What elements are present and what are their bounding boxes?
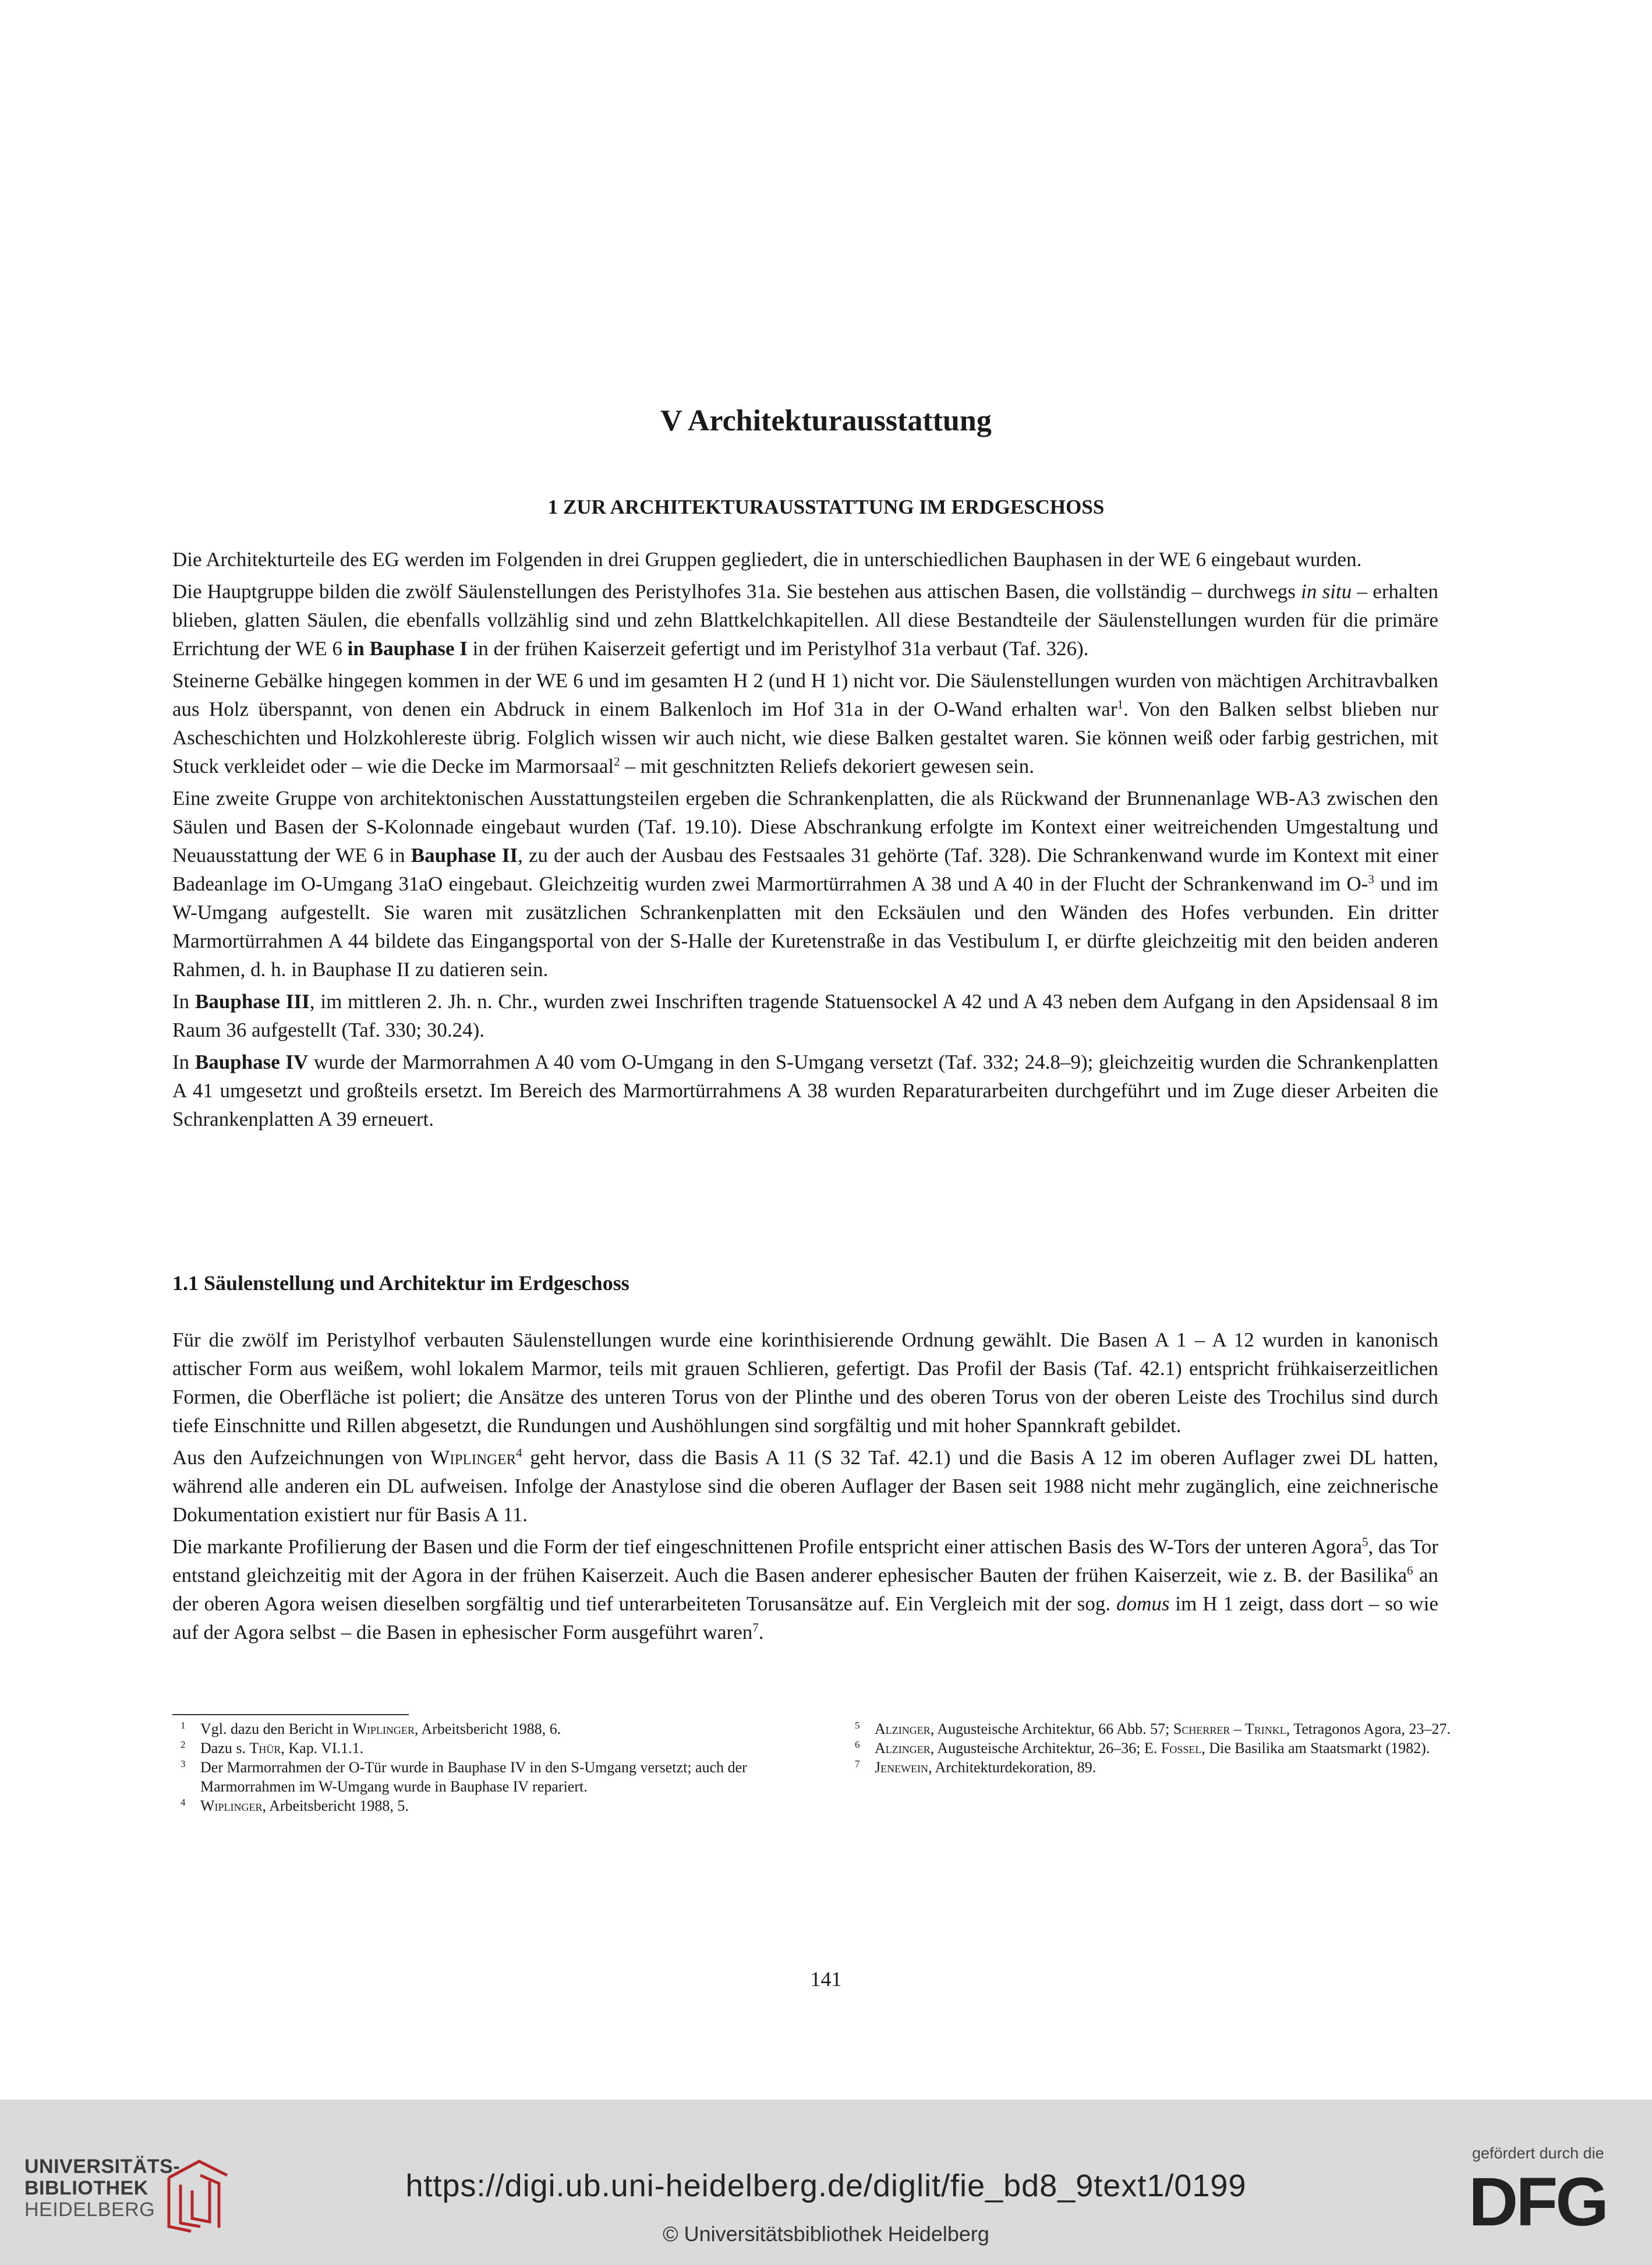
bold-phase: Bauphase II <box>411 844 518 867</box>
paragraph-4: Eine zweite Gruppe von architektonischen Ausstattungsteilen ergeben die Schrankenplatten, die als Rückwand der Brunnenanlage WB-A3 zwischen den Säulen und Basen der S-Kolonnade eingebaut wurden (Taf. 19.10). Diese Abschrankung erfolgte im Kontext einer weitreichenden Umgestaltung und Neuausstattung der WE 6 in Bauphase II, zu der auch der Ausbau des Festsaales 31 gehörte (Taf. 328). Die Schrankenwand wurde im Kontext mit einer Badeanlage im O-Umgang 31aO eingebaut. Gleichzeitig wurden zwei Marmortürrahmen A 38 und A 40 in der Flucht der Schrankenwand im O-$^3$ und im W-Umgang aufgestellt. Sie waren mit zusätzlichen Schrankenplatten mit den Ecksäulen und den Wänden des Hofes verbunden. Ein dritter Marmortürrahmen A 44 bildete das Eingangsportal von der S-Halle der Kuretenstraße in das Vestibulum I, er dürfte gleichzeitig mit den beiden anderen Rahmen, d. h. in Bauphase II zu datieren sein. <box>172 787 1438 981</box>
paragraph-3: Steinerne Gebälke hingegen kommen in der WE 6 und im gesamten H 2 (und H 1) nicht vor. Die Säulenstellungen wurden von mächtigen Architravbalken aus Holz überspannt, von denen ein Abdruck in einem Balkenloch im Hof 31a in der O-Wand erhalten war$^1$. Von den Balken selbst blieben nur Ascheschichten und Holzkohlereste übrig. Folglich wissen wir auch nicht, wie diese Balken gestaltet waren. Sie können weiß oder farbig gestrichen, mit Stuck verkleidet oder – wie die Decke im Marmorsaal$^2$ – mit geschnitzten Reliefs dekoriert gewesen sein. <box>172 669 1439 778</box>
footnote-ref[interactable]: 7 <box>752 1620 759 1635</box>
italic-term: in situ <box>1301 580 1352 603</box>
footnote-number: 2 <box>181 1739 186 1750</box>
footnote-number: 7 <box>855 1758 860 1769</box>
footnote-text: Alzinger, Augusteische Architektur, 26–36; E. Fossel, Die Basilika am Staatsmarkt (1982). <box>875 1740 1430 1757</box>
footnote-ref[interactable]: 1 <box>1117 697 1124 712</box>
body-text-section-1 <box>172 545 1438 1137</box>
footnote-ref[interactable]: 3 <box>1368 872 1374 886</box>
footnote-divider <box>172 1714 409 1715</box>
footnote-5 <box>855 1719 1460 1738</box>
library-name: UNIVERSITÄTS- BIBLIOTHEK HEIDELBERG <box>24 2156 181 2221</box>
chapter-title: V Architekturausstattung <box>660 404 992 437</box>
digitization-footer <box>0 2100 1652 2265</box>
paragraph-7: Für die zwölf im Peristylhof verbauten Säulenstellungen wurde eine korinthisierende Ordnung gewählt. Die Basen A 1 – A 12 wurden in kanonisch attischer Form aus weißem, wohl lokalem Marmor, teils mit grauen Schlieren, gefertigt. Das Profil der Basis (Taf. 42.1) entspricht frühkaiserzeitlichen Formen, die Oberfläche ist poliert; die Ansätze des unteren Torus von der Plinthe und des oberen Torus von der oberen Leiste des Trochilus sind durch tiefe Einschnitte und Rillen abgesetzt, die Rundungen und Aushöhlungen sind sorgfältig und mit hoher Spannkraft gebildet. <box>172 1328 1438 1437</box>
footnote-2 <box>181 1738 786 1758</box>
copyright-notice: © Universitätsbibliothek Heidelberg <box>663 2222 989 2246</box>
footnote-text: Vgl. dazu den Bericht in Wiplinger, Arbeitsbericht 1988, 6. <box>200 1720 561 1737</box>
footnote-text: Wiplinger, Arbeitsbericht 1988, 5. <box>200 1797 409 1814</box>
footnote-ref[interactable]: 4 <box>516 1446 522 1460</box>
footnote-number: 5 <box>855 1720 860 1731</box>
footnote-number: 3 <box>181 1758 186 1769</box>
footnote-number: 6 <box>855 1739 860 1750</box>
paragraph-5: In Bauphase III, im mittleren 2. Jh. n. Chr., wurden zwei Inschriften tragende Statuensockel A 42 und A 43 neben dem Aufgang in den Apsidensaal 8 im Raum 36 aufgestellt (Taf. 330; 30.24). <box>172 990 1439 1041</box>
page-number: 141 <box>810 1967 842 1991</box>
author-name: Wiplinger <box>430 1446 517 1469</box>
footnote-number: 1 <box>181 1720 186 1731</box>
footnotes-left-column <box>181 1719 786 1815</box>
footnotes-right-column <box>855 1719 1460 1777</box>
dfg-logo-text: DFG <box>1469 2169 1607 2230</box>
paragraph-1: Die Architekturteile des EG werden im Folgenden in drei Gruppen gegliedert, die in unterschiedlichen Bauphasen in der WE 6 eingebaut wurden. <box>172 548 1362 571</box>
footnote-text: Der Marmorrahmen der O-Tür wurde in Bauphase IV in den S-Umgang versetzt; auch der Marmorrahmen im W-Umgang wurde in Bauphase IV repariert. <box>200 1759 747 1795</box>
footnote-3 <box>181 1758 786 1796</box>
body-text-section-1-1 <box>172 1326 1438 1650</box>
bold-phase: in Bauphase I <box>347 637 468 660</box>
footnote-text: Alzinger, Augusteische Architektur, 66 Abb. 57; Scherrer – Trinkl, Tetragonos Agora, 23–27. <box>875 1720 1451 1737</box>
footnote-ref[interactable]: 5 <box>1362 1535 1368 1549</box>
footnote-ref[interactable]: 6 <box>1407 1563 1413 1578</box>
footnote-number: 4 <box>181 1797 186 1808</box>
section-title: 1 ZUR ARCHITEKTURAUSSTATTUNG IM ERDGESCHOSS <box>547 496 1105 518</box>
footnote-7 <box>855 1758 1460 1777</box>
paragraph-8: Aus den Aufzeichnungen von Wiplinger$^4$ geht hervor, dass die Basis A 11 (S 32 Taf. 42.1) und die Basis A 12 im oberen Auflager zwei DL hatten, während alle anderen ein DL aufweisen. Infolge der Anastylose sind die oberen Auflager der Basen seit 1988 nicht mehr zugänglich, eine zeichnerische Dokumentation existiert nur für Basis A 11. <box>172 1446 1438 1526</box>
paragraph-6: In Bauphase IV wurde der Marmorrahmen A 40 vom O-Umgang in den S-Umgang versetzt (Taf. 332; 24.8–9); gleichzeitig wurden die Schrankenplatten A 41 umgesetzt und großteils ersetzt. Im Bereich des Marmortürrahmens A 38 wurden Reparaturarbeiten durchgeführt und im Zuge dieser Arbeiten die Schrankenplatten A 39 erneuert. <box>172 1051 1439 1130</box>
dfg-logo-icon <box>1469 2169 1611 2230</box>
footnote-4 <box>181 1796 786 1815</box>
footnote-text: Jenewein, Architekturdekoration, 89. <box>875 1759 1096 1776</box>
paragraph-9: Die markante Profilierung der Basen und die Form der tief eingeschnittenen Profile entspricht einer attischen Basis des W-Tors der unteren Agora$^5$, das Tor entstand gleichzeitig mit der Agora in der frühen Kaiserzeit. Auch die Basen anderer ephesischer Bauten der frühen Kaiserzeit, wie z. B. der Basilika$^6$ an der oberen Agora weisen dieselben sorgfältig und tief unterarbeiteten Torusansätze auf. Ein Vergleich mit der sog. domus im H 1 zeigt, dass dort – so wie auf der Agora selbst – die Basen in ephesischer Form ausgeführt waren$^7$. <box>172 1535 1438 1644</box>
bold-phase: Bauphase III <box>195 990 310 1013</box>
paragraph-2: Die Hauptgruppe bilden die zwölf Säulenstellungen des Peristylhofes 31a. Sie bestehen aus attischen Basen, die vollständig – durchwegs in situ – erhalten blieben, glatten Säulen, die ebenfalls vollzählig sind und zehn Blattkelchkapitellen. All diese Bestandteile der Säulenstellungen wurden für die primäre Errichtung der WE 6 in Bauphase I in der frühen Kaiserzeit gefertigt und im Peristylhof 31a verbaut (Taf. 326). <box>172 580 1439 660</box>
footnote-text: Dazu s. Thür, Kap. VI.1.1. <box>200 1740 364 1757</box>
funding-label: gefördert durch die <box>1472 2144 1604 2162</box>
bold-phase: Bauphase IV <box>194 1051 309 1073</box>
footnote-6 <box>855 1738 1460 1758</box>
italic-term: domus <box>1116 1592 1170 1615</box>
footnote-ref[interactable]: 2 <box>614 754 620 769</box>
permalink-url[interactable]: https://digi.ub.uni-heidelberg.de/diglit/fie_bd8_9text1/0199 <box>405 2168 1247 2203</box>
subsection-title: 1.1 Säulenstellung und Architektur im Erdgeschoss <box>172 1271 629 1295</box>
footnote-1 <box>181 1719 786 1738</box>
